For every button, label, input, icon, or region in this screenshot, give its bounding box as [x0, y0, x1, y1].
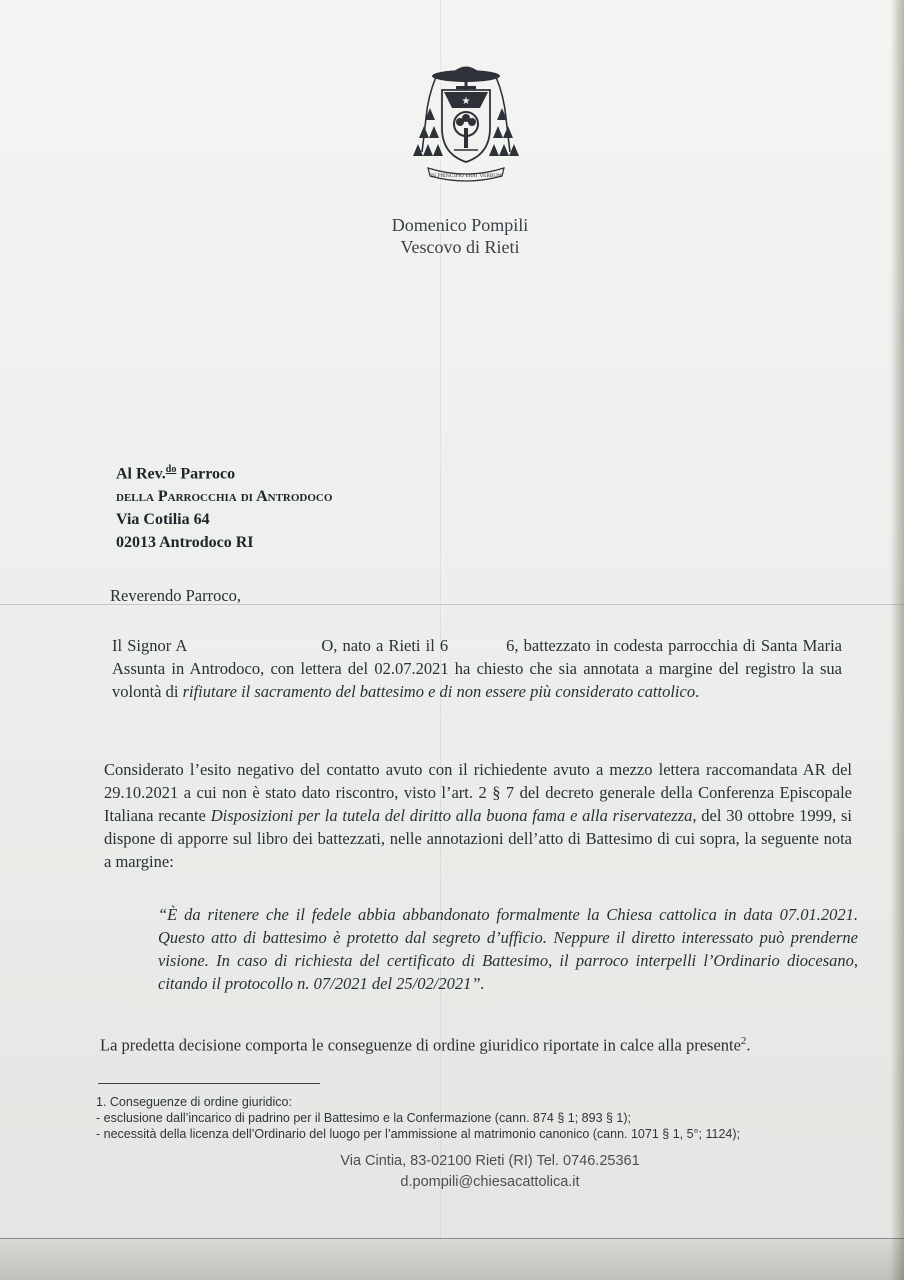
redacted-name: [187, 637, 321, 651]
redacted-birth-date: [448, 637, 506, 651]
redacted-date-start: 6: [439, 636, 449, 655]
recipient-address: [116, 458, 332, 554]
recipient-line-2: della Parrocchia di Antrodoco: [116, 488, 333, 506]
contact-email: d.pompili@chiesacattolica.it: [400, 1174, 580, 1190]
redacted-date-end: 6: [506, 636, 515, 655]
crest-motto: IN PRINCIPIO ERAT VERBUM: [430, 174, 502, 179]
footnote-reference: 2: [740, 1035, 747, 1047]
salutation: Reverendo Parroco,: [110, 586, 242, 605]
redacted-name-start: A: [175, 636, 188, 655]
paragraph-consequences: La predetta decisione comporta le conseguenze di ordine giuridico riportate in calce alla presente$^2$.: [100, 1035, 751, 1055]
recipient-superscript: do: [165, 464, 177, 475]
sender-title: Vescovo di Rieti: [400, 237, 520, 257]
footnote-heading: 1. Conseguenze di ordine giuridico:: [96, 1095, 292, 1109]
paper-crease: [0, 1238, 904, 1239]
contact-address: Via Cintia, 83-02100 Rieti (RI) Tel. 0746.25361: [340, 1153, 640, 1169]
footnote-item-2: - necessità della licenza dell’Ordinario del luogo per l’ammissione al matrimonio canonico (cann. 1071 § 1, 5°; 1124);: [96, 1127, 741, 1141]
sender-name: Domenico Pompili: [391, 215, 529, 235]
recipient-role: Parroco: [176, 465, 236, 483]
episcopal-coat-of-arms: [410, 56, 522, 186]
footnote-item-1: - esclusione dall’incarico di padrino per il Battesimo e la Confermazione (cann. 874 § 1; 893 § 1);: [96, 1111, 632, 1125]
paper-bottom-fold: [0, 1238, 904, 1280]
recipient-prefix: Al Rev.: [116, 465, 166, 483]
request-emphasis: rifiutare il sacramento del battesimo e di non essere più considerato cattolico: [182, 682, 696, 701]
recipient-line-3: Via Cotilia 64: [116, 511, 210, 529]
recipient-line-4: 02013 Antrodoco RI: [116, 534, 254, 552]
svg-text:★: ★: [461, 96, 471, 107]
contact-footer: [300, 1151, 680, 1193]
recipient-line-1: [116, 458, 332, 485]
page-edge-shadow: [890, 0, 904, 1280]
footnotes: [96, 1094, 740, 1142]
margin-note-quote: “È da ritenere che il fedele abbia abbandonato formalmente la Chiesa cattolica in data 07.01.2021. Questo atto di battesimo è protetto dal segreto d’ufficio. Neppure il diretto interessato può prenderne visione. In caso di richiesta del certificato di Battesimo, il parroco interpelli l’Ordinario diocesano, citando il protocollo n. 07/2021 del 25/02/2021”.: [158, 905, 858, 993]
decree-title: Disposizioni per la tutela del diritto alla buona fama e alla riservatezza: [210, 806, 693, 825]
paragraph-decision: Considerato l’esito negativo del contatto avuto con il richiedente avuto a mezzo lettera raccomandata AR del 29.10.2021 a cui non è stato dato riscontro, visto l’art. 2 § 7 del decreto generale della Conferenza Episcopale Italiana recante Disposizioni per la tutela del diritto alla buona fama e alla riservatezza, del 30 ottobre 1999, si dispone di apporre sul libro dei battezzati, nelle annotazioni dell’atto di Battesimo di cui sopra, la seguente nota a margine:: [104, 760, 852, 871]
redacted-name-end: O: [321, 636, 334, 655]
footnote-separator: [98, 1083, 320, 1084]
letterhead-block: [360, 214, 560, 258]
paragraph-request: Il Signor A O, nato a Rieti il 6 6, battezzato in codesta parrocchia di Santa Maria Assunta in Antrodoco, con lettera del 02.07.2021 ha chiesto che sia annotata a margine del registro la sua volontà di rifiutare il sacramento del battesimo e di non essere più considerato cattolico.: [112, 636, 843, 701]
